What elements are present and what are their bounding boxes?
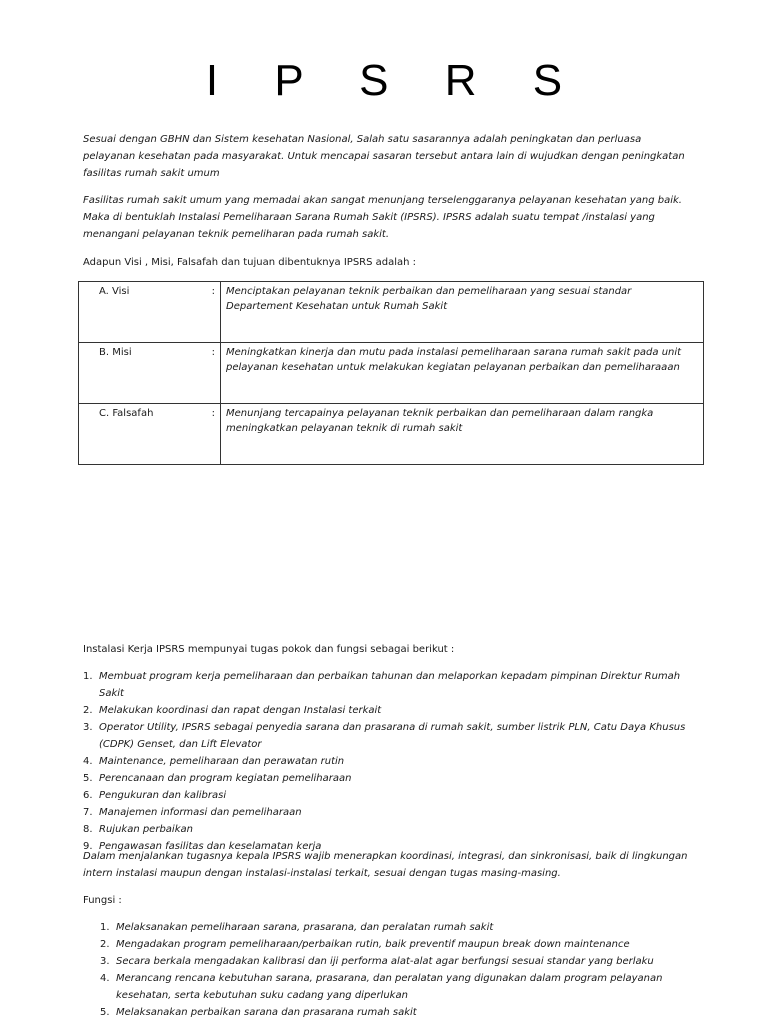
list-text: Rujukan perbaikan bbox=[99, 824, 193, 835]
list-number: 1. bbox=[83, 671, 93, 682]
list-text: Mengadakan program pemeliharaan/perbaikan rutin, baik preventif maupun break down maintenance bbox=[116, 939, 630, 950]
list-text: Membuat program kerja pemeliharaan dan perbaikan tahunan dan melaporkan kepadam pimpinan Direktur Rumah Sakit bbox=[99, 671, 681, 699]
list-item bbox=[83, 821, 703, 838]
list-text: Manajemen informasi dan pemeliharaan bbox=[99, 807, 302, 818]
list-text: Perencanaan dan program kegiatan pemeliharaan bbox=[99, 773, 352, 784]
table-row-falsafah bbox=[79, 404, 704, 465]
list-number: 1. bbox=[100, 922, 110, 933]
list-item bbox=[83, 753, 703, 770]
list-number: 5. bbox=[100, 1007, 110, 1018]
ipsrs-definition-paragraph: Fasilitas rumah sakit umum yang memadai akan sangat menunjang terselenggaranya pelayanan kesehatan yang baik. Maka di bentuklah Instalasi Pemeliharaan Sarana Rumah Sakit (IPSRS). IPSRS adalah suatu tempat /instalasi yang menangani pelayanan teknik pemeliharan pada rumah sakit. bbox=[83, 195, 682, 240]
visi-misi-intro: Adapun Visi , Misi, Falsafah dan tujuan dibentuknya IPSRS adalah : bbox=[83, 257, 417, 268]
row-label: C. Falsafah bbox=[99, 408, 154, 419]
list-text: Secara berkala mengadakan kalibrasi dan iji performa alat-alat agar berfungsi sesuai standar yang berlaku bbox=[116, 956, 654, 967]
list-number: 3. bbox=[100, 956, 110, 967]
list-item bbox=[100, 936, 700, 953]
list-number: 2. bbox=[100, 939, 110, 950]
list-text: Melaksanakan pemeliharaan sarana, prasarana, dan peralatan rumah sakit bbox=[116, 922, 494, 933]
list-text: Pengawasan fasilitas dan keselamatan kerja bbox=[99, 841, 322, 852]
list-item bbox=[100, 953, 700, 970]
table-label-cell bbox=[79, 282, 221, 343]
coordination-paragraph: Dalam menjalankan tugasnya kepala IPSRS wajib menerapkan koordinasi, integrasi, dan sinkronisasi, baik di lingkungan intern instalasi maupun dengan instalasi-instalasi terkait, sesuai dengan tugas masing-masing. bbox=[83, 851, 688, 879]
table-label-cell bbox=[79, 343, 221, 404]
row-colon: : bbox=[211, 286, 215, 297]
list-number: 8. bbox=[83, 824, 93, 835]
list-item bbox=[100, 970, 700, 1004]
row-text: Meningkatkan kinerja dan mutu pada instalasi pemeliharaan sarana rumah sakit pada unit pelayanan kesehatan untuk melakukan kegiatan pelayanan perbaikan dan pemeliharaaan bbox=[221, 343, 704, 404]
list-item bbox=[83, 702, 703, 719]
table-label-cell bbox=[79, 404, 221, 465]
row-text: Menciptakan pelayanan teknik perbaikan dan pemeliharaan yang sesuai standar Departement Kesehatan untuk Rumah Sakit bbox=[221, 282, 704, 343]
list-text: Merancang rencana kebutuhan sarana, prasarana, dan peralatan yang digunakan dalam program pelayanan kesehatan, serta kebutuhan suku cadang yang diperlukan bbox=[116, 973, 663, 1001]
tasks-intro: Instalasi Kerja IPSRS mempunyai tugas pokok dan fungsi sebagai berikut : bbox=[83, 644, 455, 655]
list-item bbox=[100, 1004, 700, 1021]
list-text: Operator Utility, IPSRS sebagai penyedia sarana dan prasarana di rumah sakit, sumber listrik PLN, Catu Daya Khusus (CDPK) Genset, dan Lift Elevator bbox=[99, 722, 686, 750]
list-text: Melakukan koordinasi dan rapat dengan Instalasi terkait bbox=[99, 705, 382, 716]
list-text: Maintenance, pemeliharaan dan perawatan rutin bbox=[99, 756, 345, 767]
fungsi-list bbox=[100, 919, 700, 1021]
list-item bbox=[83, 787, 703, 804]
list-number: 6. bbox=[83, 790, 93, 801]
table-row-visi bbox=[79, 282, 704, 343]
fungsi-heading: Fungsi : bbox=[83, 895, 122, 906]
list-item bbox=[83, 668, 703, 702]
table-row-misi bbox=[79, 343, 704, 404]
list-item bbox=[100, 919, 700, 936]
list-number: 4. bbox=[100, 973, 110, 984]
list-item bbox=[83, 804, 703, 821]
list-number: 9. bbox=[83, 841, 93, 852]
list-number: 3. bbox=[83, 722, 93, 733]
list-item bbox=[83, 770, 703, 787]
list-number: 4. bbox=[83, 756, 93, 767]
tasks-list bbox=[83, 668, 703, 855]
row-label: A. Visi bbox=[99, 286, 130, 297]
intro-paragraph: Sesuai dengan GBHN dan Sistem kesehatan Nasional, Salah satu sasarannya adalah peningkatan dan perluasa pelayanan kesehatan pada masyarakat. Untuk mencapai sasaran tersebut antara lain di wujudkan dengan peningkatan fasilitas rumah sakit umum bbox=[83, 134, 685, 179]
list-text: Melaksanakan perbaikan sarana dan prasarana rumah sakit bbox=[116, 1007, 417, 1018]
list-number: 5. bbox=[83, 773, 93, 784]
visi-misi-falsafah-table bbox=[78, 281, 704, 465]
list-text: Pengukuran dan kalibrasi bbox=[99, 790, 227, 801]
row-colon: : bbox=[211, 347, 215, 358]
list-number: 2. bbox=[83, 705, 93, 716]
list-item bbox=[83, 719, 703, 753]
row-text: Menunjang tercapainya pelayanan teknik perbaikan dan pemeliharaan dalam rangka meningkatkan pelayanan teknik di rumah sakit bbox=[221, 404, 704, 465]
row-label: B. Misi bbox=[99, 347, 132, 358]
document-title: I P S R S bbox=[205, 56, 585, 105]
list-number: 7. bbox=[83, 807, 93, 818]
row-colon: : bbox=[211, 408, 215, 419]
